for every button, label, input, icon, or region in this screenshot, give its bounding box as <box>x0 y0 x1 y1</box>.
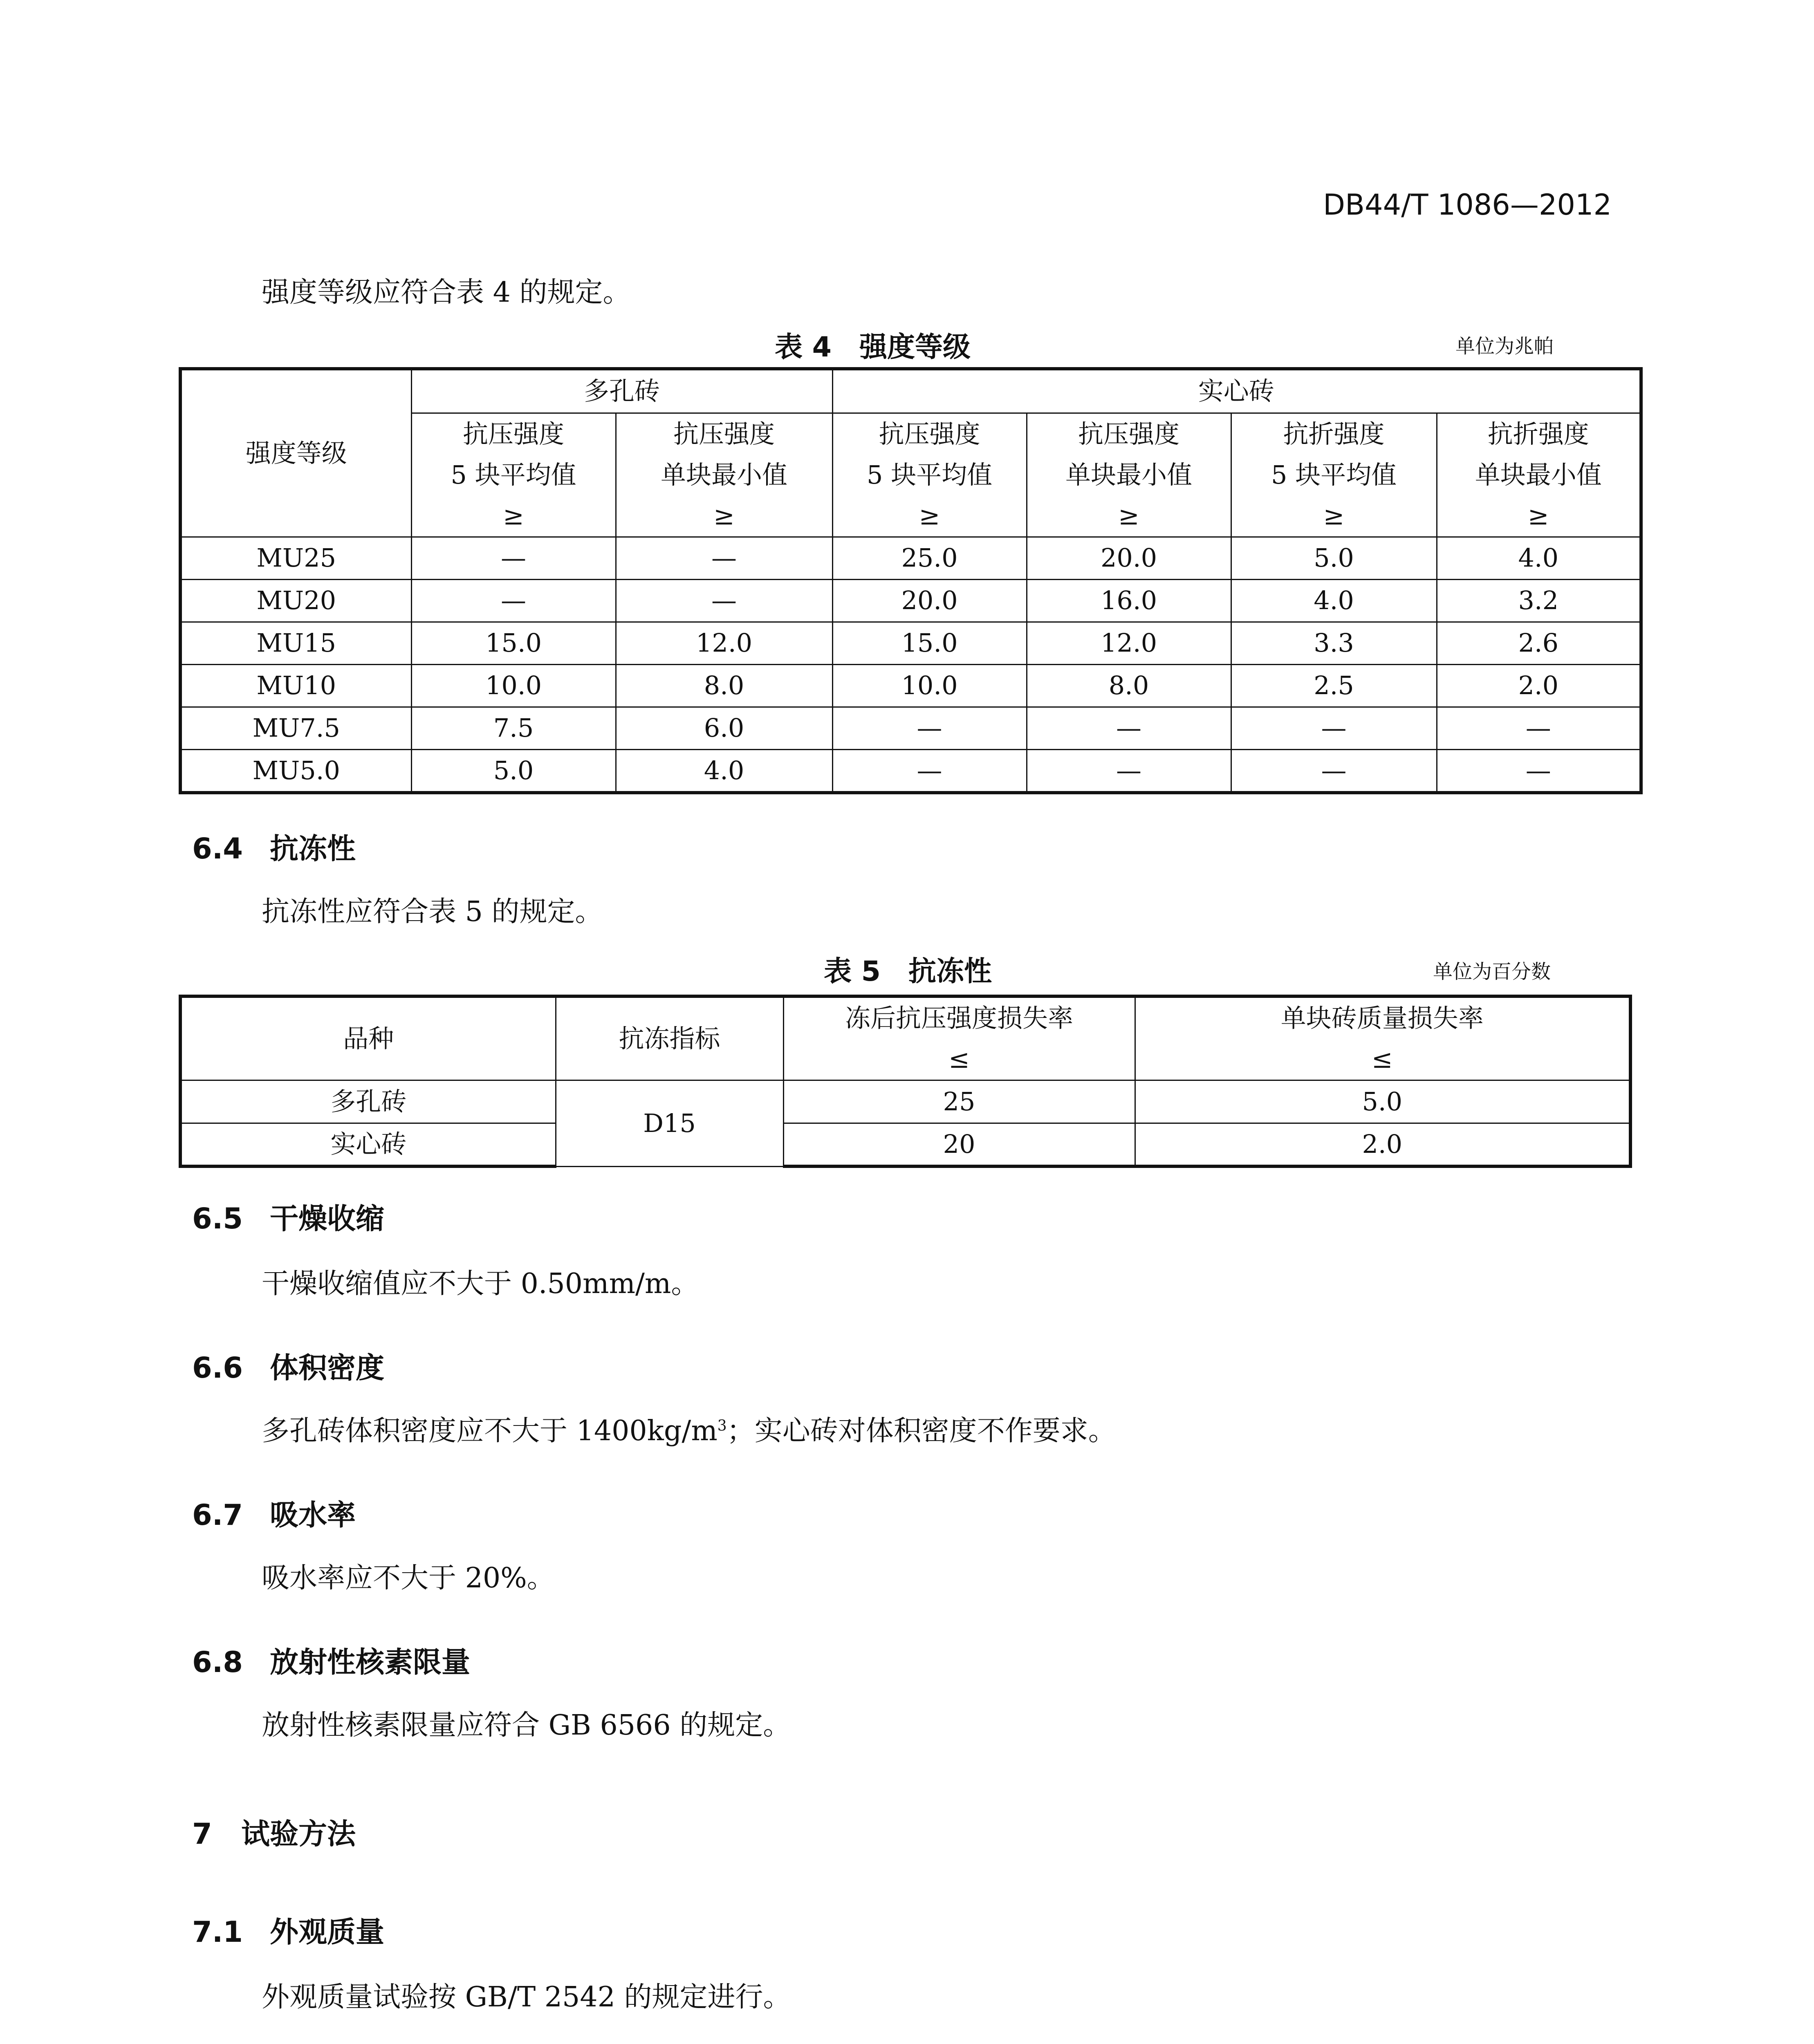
frost-index-cell: D15 <box>556 1080 783 1167</box>
section-6-7-text: 吸水率应不大于 20%。 <box>262 1562 555 1594</box>
value-cell: — <box>1437 749 1641 793</box>
table-row <box>180 664 1641 707</box>
section-title: 体积密度 <box>270 1351 384 1385</box>
value-cell: — <box>1231 749 1437 793</box>
section-title: 干燥收缩 <box>270 1202 384 1235</box>
value-cell: 6.0 <box>616 707 832 749</box>
table4-caption: 表 4 强度等级 <box>775 331 971 363</box>
table-row <box>180 622 1641 664</box>
value-cell: 12.0 <box>616 622 832 664</box>
table-row <box>180 749 1641 793</box>
header-strength-loss: 冻后抗压强度损失率 ≤ <box>783 996 1135 1080</box>
section-6-8-heading <box>192 1639 470 1681</box>
section-number: 6.7 <box>192 1498 243 1532</box>
value-cell: 4.0 <box>1437 537 1641 579</box>
value-cell: 8.0 <box>616 664 832 707</box>
grade-cell: MU5.0 <box>180 749 411 793</box>
section-6-8-text: 放射性核素限量应符合 GB 6566 的规定。 <box>262 1709 791 1741</box>
section-number: 6.5 <box>192 1202 243 1235</box>
value-cell: 15.0 <box>832 622 1027 664</box>
section-number: 7.1 <box>192 1915 243 1949</box>
grade-cell: MU25 <box>180 537 411 579</box>
grade-cell: MU10 <box>180 664 411 707</box>
variety-cell: 多孔砖 <box>180 1080 556 1123</box>
column-header: 抗压强度 单块最小值 ≥ <box>616 413 832 537</box>
header-group-porous-brick: 多孔砖 <box>411 369 832 413</box>
value-cell: 20.0 <box>832 579 1027 622</box>
table-row <box>180 537 1641 579</box>
section-6-4-heading <box>192 826 356 867</box>
section-6-5-text: 干燥收缩值应不大于 0.50mm/m。 <box>262 1268 699 1300</box>
section-title: 吸水率 <box>270 1498 356 1532</box>
value-cell: — <box>832 707 1027 749</box>
value-cell: — <box>1437 707 1641 749</box>
section-7-heading <box>192 1811 356 1852</box>
value-cell: — <box>832 749 1027 793</box>
value-cell: 15.0 <box>411 622 616 664</box>
section-number: 6.6 <box>192 1351 243 1385</box>
section-7-1-text: 外观质量试验按 GB/T 2542 的规定进行。 <box>262 1981 791 2013</box>
table-row <box>180 579 1641 622</box>
grade-cell: MU7.5 <box>180 707 411 749</box>
superscript: 3 <box>717 1417 727 1434</box>
value-cell: 2.0 <box>1437 664 1641 707</box>
section-7-1-heading <box>192 1909 384 1950</box>
header-strength-grade: 强度等级 <box>180 369 411 537</box>
table-row <box>180 1080 1630 1123</box>
value-cell: 4.0 <box>616 749 832 793</box>
value-cell: — <box>1027 707 1231 749</box>
value-cell: 3.2 <box>1437 579 1641 622</box>
value-cell: 16.0 <box>1027 579 1231 622</box>
value-cell: 5.0 <box>411 749 616 793</box>
value-cell: 20.0 <box>1027 537 1231 579</box>
header-variety: 品种 <box>180 996 556 1080</box>
value-cell: — <box>1231 707 1437 749</box>
value-cell: 2.6 <box>1437 622 1641 664</box>
value-cell: 25 <box>783 1080 1135 1123</box>
table-row <box>180 1123 1630 1167</box>
section-title: 抗冻性 <box>270 832 356 865</box>
value-cell: 5.0 <box>1135 1080 1630 1123</box>
section-6-6-heading <box>192 1345 384 1386</box>
table5-unit: 单位为百分数 <box>1433 960 1551 983</box>
section-6-7-heading <box>192 1492 356 1533</box>
value-cell: 4.0 <box>1231 579 1437 622</box>
value-cell: 5.0 <box>1231 537 1437 579</box>
value-cell: 10.0 <box>411 664 616 707</box>
value-cell: 3.3 <box>1231 622 1437 664</box>
grade-cell: MU15 <box>180 622 411 664</box>
section-title: 放射性核素限量 <box>270 1645 470 1679</box>
value-cell: 2.5 <box>1231 664 1437 707</box>
value-cell: — <box>411 579 616 622</box>
section-title: 外观质量 <box>270 1915 384 1949</box>
value-cell: 7.5 <box>411 707 616 749</box>
value-cell: 25.0 <box>832 537 1027 579</box>
column-header: 抗压强度 5 块平均值 ≥ <box>411 413 616 537</box>
value-cell: 2.0 <box>1135 1123 1630 1167</box>
section-number: 6.4 <box>192 832 243 865</box>
column-header: 抗压强度 5 块平均值 ≥ <box>832 413 1027 537</box>
value-cell: 20 <box>783 1123 1135 1167</box>
table4-unit: 单位为兆帕 <box>1455 335 1554 358</box>
column-header: 抗折强度 单块最小值 ≥ <box>1437 413 1641 537</box>
intro-paragraph: 强度等级应符合表 4 的规定。 <box>262 276 631 309</box>
section-6-5-heading <box>192 1196 384 1237</box>
value-cell: — <box>411 537 616 579</box>
value-cell: — <box>1027 749 1231 793</box>
header-group-solid-brick: 实心砖 <box>832 369 1641 413</box>
section-6-4-text: 抗冻性应符合表 5 的规定。 <box>262 896 603 928</box>
table-row <box>180 707 1641 749</box>
variety-cell: 实心砖 <box>180 1123 556 1167</box>
value-cell: 8.0 <box>1027 664 1231 707</box>
frost-resistance-table <box>179 995 1632 1168</box>
grade-cell: MU20 <box>180 579 411 622</box>
section-number: 7 <box>192 1817 212 1851</box>
table5-caption: 表 5 抗冻性 <box>824 955 992 988</box>
section-6-6-text: 多孔砖体积密度应不大于 $1400kg/m^3$；实心砖对体积密度不作要求。 <box>262 1415 1116 1447</box>
value-cell: 12.0 <box>1027 622 1231 664</box>
value-cell: — <box>616 579 832 622</box>
column-header: 抗折强度 5 块平均值 ≥ <box>1231 413 1437 537</box>
document-id: DB44/T 1086—2012 <box>1323 188 1612 222</box>
value-cell: — <box>616 537 832 579</box>
strength-grade-table <box>179 367 1643 794</box>
header-mass-loss: 单块砖质量损失率 ≤ <box>1135 996 1630 1080</box>
value-cell: 10.0 <box>832 664 1027 707</box>
section-title: 试验方法 <box>241 1817 356 1851</box>
header-frost-index: 抗冻指标 <box>556 996 783 1080</box>
column-header: 抗压强度 单块最小值 ≥ <box>1027 413 1231 537</box>
section-number: 6.8 <box>192 1645 243 1679</box>
